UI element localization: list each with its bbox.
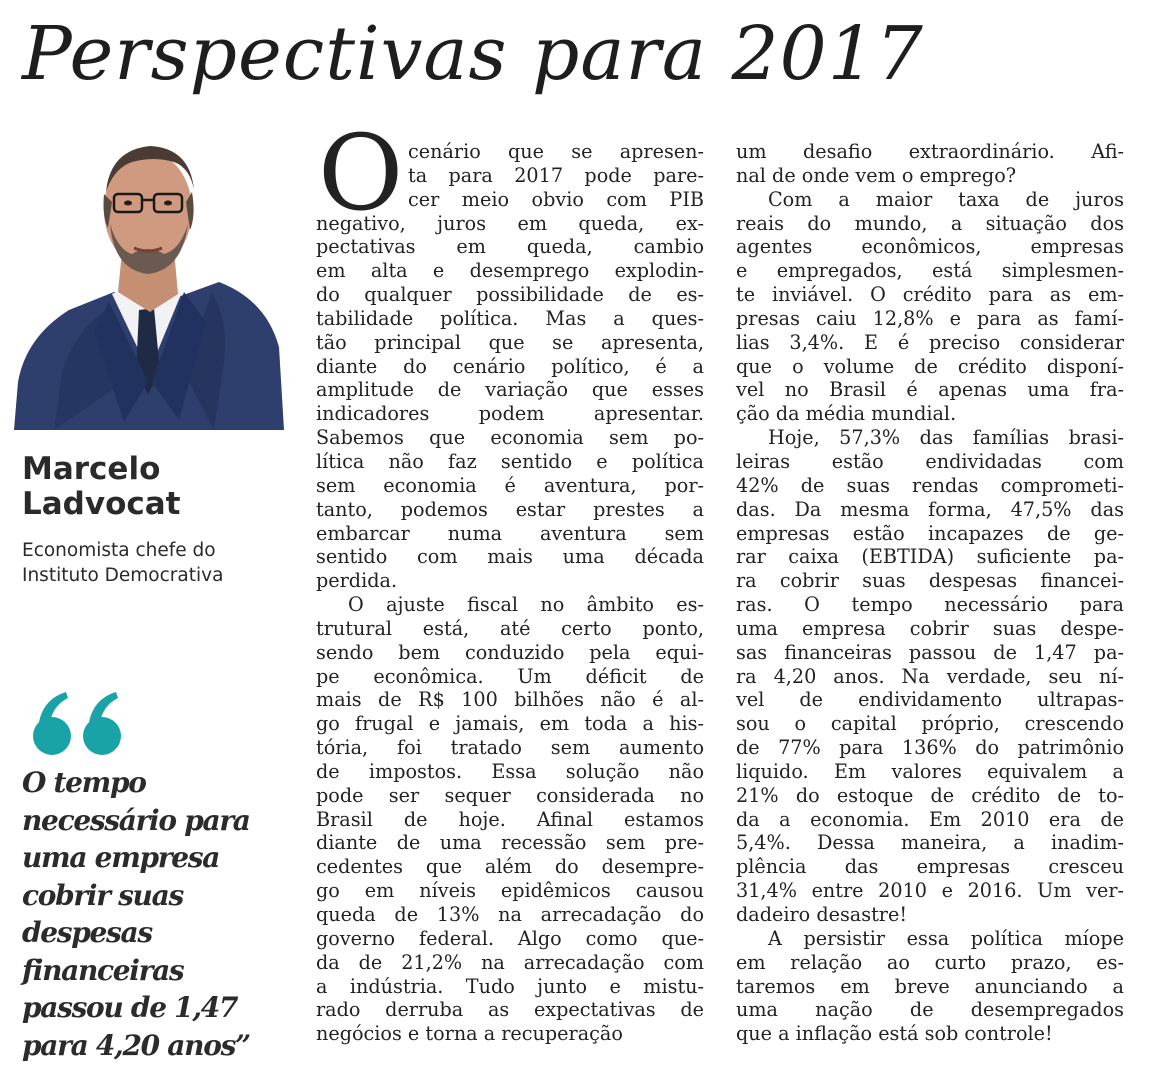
article-line: diante de uma recessão sem pre-	[316, 831, 704, 855]
article-line: pode ser sequer considerada no	[316, 783, 704, 807]
article-line: do qualquer possibilidade de es-	[316, 283, 704, 307]
article-line: cer meio obvio com PIB	[408, 187, 704, 211]
pull-quote-line: uma empresa	[22, 841, 220, 874]
article-line: rado derruba as expectativas de	[316, 998, 704, 1022]
article-line: empresas estão incapazes de ge-	[736, 521, 1124, 545]
article-line: tabilidade política. Mas a ques-	[316, 306, 704, 330]
author-photo	[14, 132, 284, 430]
article-column-1	[316, 140, 704, 1046]
quote-mark-icon	[30, 690, 130, 760]
article-line: que o volume de crédito disponí-	[736, 354, 1124, 378]
author-role-line: Instituto Democrativa	[22, 565, 224, 586]
article-line: cedentes que além do desempre-	[316, 855, 704, 879]
article-line: uma empresa cobrir suas despe-	[736, 616, 1124, 640]
article-line: da a economia. Em 2010 era de	[736, 807, 1124, 831]
article-line: cenário que se apresen-	[408, 140, 704, 163]
article-line: tanto, podemos estar prestes a	[316, 497, 704, 521]
article-line: trutural está, até certo ponto,	[316, 616, 704, 640]
article-paragraph	[736, 188, 1124, 426]
pull-quote-line: O tempo	[22, 766, 146, 799]
article-line: vel de endividamento ultrapas-	[736, 688, 1124, 712]
article-line: Brasil de hoje. Afinal estamos	[316, 807, 704, 831]
article-line: governo federal. Algo como que-	[316, 926, 704, 950]
article-line: um desafio extraordinário. Afi-	[736, 140, 1124, 163]
article-line: de 77% para 136% do patrimônio	[736, 736, 1124, 760]
article-line: sou o capital próprio, crescendo	[736, 712, 1124, 736]
article-line: go em níveis epidêmicos causou	[316, 879, 704, 903]
author-role	[22, 538, 292, 588]
article-line: que a inflação está sob controle!	[736, 1022, 1053, 1046]
article-line: nal de onde vem o emprego?	[736, 163, 1017, 187]
article-paragraph	[736, 426, 1124, 927]
article-line: das. Da mesma forma, 47,5% das	[736, 497, 1124, 521]
article-line: a indústria. Tudo junto e mistu-	[316, 974, 704, 998]
article-line: tória, foi tratado sem aumento	[316, 736, 704, 760]
article-line: sas financeiras passou de 1,47 pa-	[736, 640, 1124, 664]
article-line: perdida.	[316, 569, 398, 593]
article-line: lítica não faz sentido e política	[316, 449, 704, 473]
article-column-2	[736, 140, 1124, 1046]
article-line: 21% do estoque de crédito de to-	[736, 783, 1124, 807]
pull-quote-line: para 4,20 anos”	[22, 1028, 250, 1062]
article-line: negativo, juros em queda, ex-	[316, 211, 704, 235]
article-line: 5,4%. Dessa maneira, a inadim-	[736, 831, 1124, 855]
article-paragraph	[736, 927, 1124, 1046]
article-line: pe econômica. Um déficit de	[316, 664, 704, 688]
pull-quote-line: despesas	[22, 916, 152, 949]
pull-quote-line: passou de 1,47	[22, 991, 238, 1024]
article-line: rar caixa (EBTIDA) suficiente pa-	[736, 545, 1124, 569]
article-line: amplitude de variação que esses	[316, 378, 704, 402]
article-line: Hoje, 57,3% das famílias brasi-	[768, 426, 1124, 450]
article-line: taremos em breve anunciando a	[736, 974, 1124, 998]
headline: Perspectivas para 2017	[22, 11, 924, 97]
pull-quote	[22, 764, 297, 1064]
article-line: em relação ao curto prazo, es-	[736, 950, 1124, 974]
article-line: uma nação de desempregados	[736, 998, 1124, 1022]
article-line: te inviável. O crédito para as em-	[736, 283, 1124, 307]
article-line: ta para 2017 pode pare-	[408, 163, 704, 187]
article-line: ra cobrir suas despesas financei-	[736, 569, 1124, 593]
article-line: de impostos. Essa solução não	[316, 759, 704, 783]
author-role-line: Economista chefe do	[22, 540, 216, 561]
article-line: em alta e desemprego explodin-	[316, 259, 704, 283]
article-line: indicadores podem apresentar.	[316, 402, 704, 426]
article-paragraph	[736, 140, 1124, 188]
author-first-name: Marcelo	[22, 451, 161, 487]
article-line: liquido. Em valores equivalem a	[736, 759, 1124, 783]
article-line: pectativas em queda, cambio	[316, 235, 704, 259]
article-line: plência das empresas cresceu	[736, 855, 1124, 879]
article-line: tão principal que se apresenta,	[316, 330, 704, 354]
article-line: 42% de suas rendas comprometi-	[736, 473, 1124, 497]
article-line: sendo bem conduzido pela equi-	[316, 640, 704, 664]
article-line: A persistir essa política míope	[768, 926, 1124, 950]
article-line: e empregados, está simplesmen-	[736, 259, 1124, 283]
article-line: presas caiu 12,8% e para as famí-	[736, 306, 1124, 330]
article-line: go frugal e jamais, em toda a his-	[316, 712, 704, 736]
author-last-name: Ladvocat	[22, 486, 181, 522]
article-paragraph	[316, 593, 704, 1046]
article-line: dadeiro desastre!	[736, 903, 908, 926]
article-line: vel no Brasil é apenas uma fra-	[736, 378, 1124, 402]
author-name	[22, 452, 292, 522]
article-line: lias 3,4%. E é preciso considerar	[736, 330, 1124, 354]
article-line: Sabemos que economia sem po-	[316, 426, 704, 450]
article-paragraph	[316, 140, 704, 593]
article-line: reais do mundo, a situação dos	[736, 211, 1124, 235]
pull-quote-line: financeiras	[22, 953, 184, 987]
article-line: da de 21,2% na arrecadação com	[316, 950, 704, 974]
article-line: 31,4% entre 2010 e 2016. Um ver-	[736, 879, 1124, 903]
drop-cap: O	[318, 112, 404, 234]
article-line: negócios e torna a recuperação	[316, 1022, 623, 1046]
article-line: Com a maior taxa de juros	[768, 187, 1124, 211]
article-line: embarcar numa aventura sem	[316, 521, 704, 545]
pull-quote-line: cobrir suas	[22, 878, 183, 912]
article-line: agentes econômicos, empresas	[736, 235, 1124, 259]
article-line: mais de R$ 100 bilhões não é al-	[316, 688, 704, 712]
article-line: sem economia é aventura, por-	[316, 473, 704, 497]
article-line: ção da média mundial.	[736, 402, 957, 426]
article-line: queda de 13% na arrecadação do	[316, 903, 704, 926]
article-line: leiras estão endividadas com	[736, 449, 1124, 473]
article-line: diante do cenário político, é a	[316, 354, 704, 378]
article-line: ra 4,20 anos. Na verdade, seu ní-	[736, 664, 1124, 688]
article-line: O ajuste fiscal no âmbito es-	[348, 593, 704, 617]
article-line: sentido com mais uma década	[316, 545, 704, 569]
article-line: ras. O tempo necessário para	[736, 593, 1124, 617]
pull-quote-line: necessário para	[22, 803, 250, 837]
